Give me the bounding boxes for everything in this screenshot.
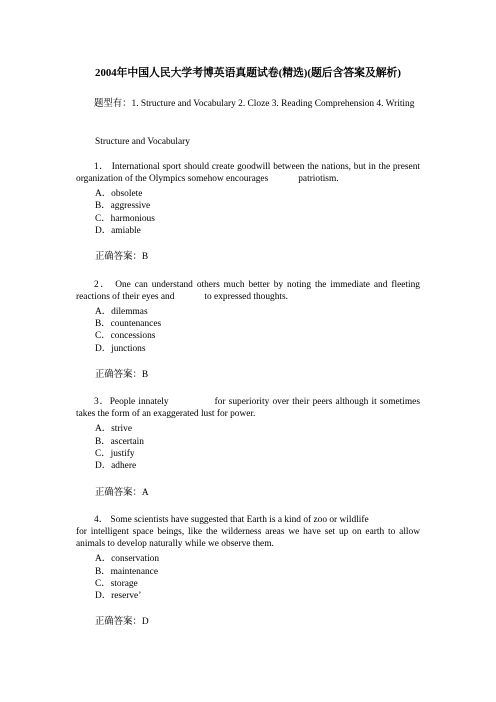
question-3-stem-part-a: 3．People innately <box>94 397 169 407</box>
question-3-option-a: A．strive <box>95 424 132 434</box>
question-2-stem <box>76 279 420 303</box>
question-4-stem-part-a: 4． Some scientists have suggested that Earth is a kind of zoo or wildlife <box>94 515 369 525</box>
question-4-option-b: B．maintenance <box>95 567 158 577</box>
question-1-option-b: B．aggressive <box>95 201 151 211</box>
section-heading: Structure and Vocabulary <box>95 137 190 147</box>
question-3-option-d: D．adhere <box>95 461 137 471</box>
question-1-stem <box>76 161 420 185</box>
question-2-answer: 正确答案：B <box>95 370 149 380</box>
question-types-intro: 题型有：1. Structure and Vocabulary 2. Cloze 3. Reading Comprehension 4. Writing <box>94 99 415 109</box>
question-4-option-d: D．reserve’ <box>95 591 142 601</box>
question-3-option-b: B．ascertain <box>95 437 144 447</box>
question-2-option-a: A．dilemmas <box>95 307 148 317</box>
question-2-stem-part-a: 2． One can understand others much better by noting the immediate and fleeting reactions of their eyes and <box>76 280 420 303</box>
question-4-answer: 正确答案：D <box>95 617 149 627</box>
question-4-option-a: A．conservation <box>95 554 160 564</box>
question-4-stem-part-b: for intelligent space beings, like the wilderness areas we have set up on earth to allow animals to develop naturally while we observe them. <box>76 527 420 550</box>
question-2-option-b: B．countenances <box>95 319 162 329</box>
question-4-option-c: C．storage <box>95 579 138 589</box>
question-3-stem <box>76 396 420 420</box>
question-2-option-d: D．junctions <box>95 344 146 354</box>
question-1-stem-part-b: patriotism. <box>298 174 339 185</box>
question-3-answer: 正确答案：A <box>95 488 149 498</box>
document-title: 2004年中国人民大学考博英语真题试卷(精选)(题后含答案及解析) <box>95 67 401 79</box>
question-1-answer: 正确答案：B <box>95 252 149 262</box>
question-1-option-a: A．obsolete <box>95 189 143 199</box>
question-2-stem-part-b: to expressed thoughts. <box>204 292 288 303</box>
question-1-option-d: D．amiable <box>95 226 141 236</box>
question-4-stem <box>76 514 420 551</box>
question-3-option-c: C．justify <box>95 449 135 459</box>
question-3-stem-part-b: for superiority over their peers although it sometimes takes the form of an exaggerated lust for power. <box>76 397 420 420</box>
question-2-option-c: C．concessions <box>95 331 156 341</box>
question-1-option-c: C．harmonious <box>95 214 155 224</box>
question-1-stem-part-a: 1． International sport should create goodwill between the nations, but in the present organization of the Olympics somehow encourages <box>76 162 420 185</box>
